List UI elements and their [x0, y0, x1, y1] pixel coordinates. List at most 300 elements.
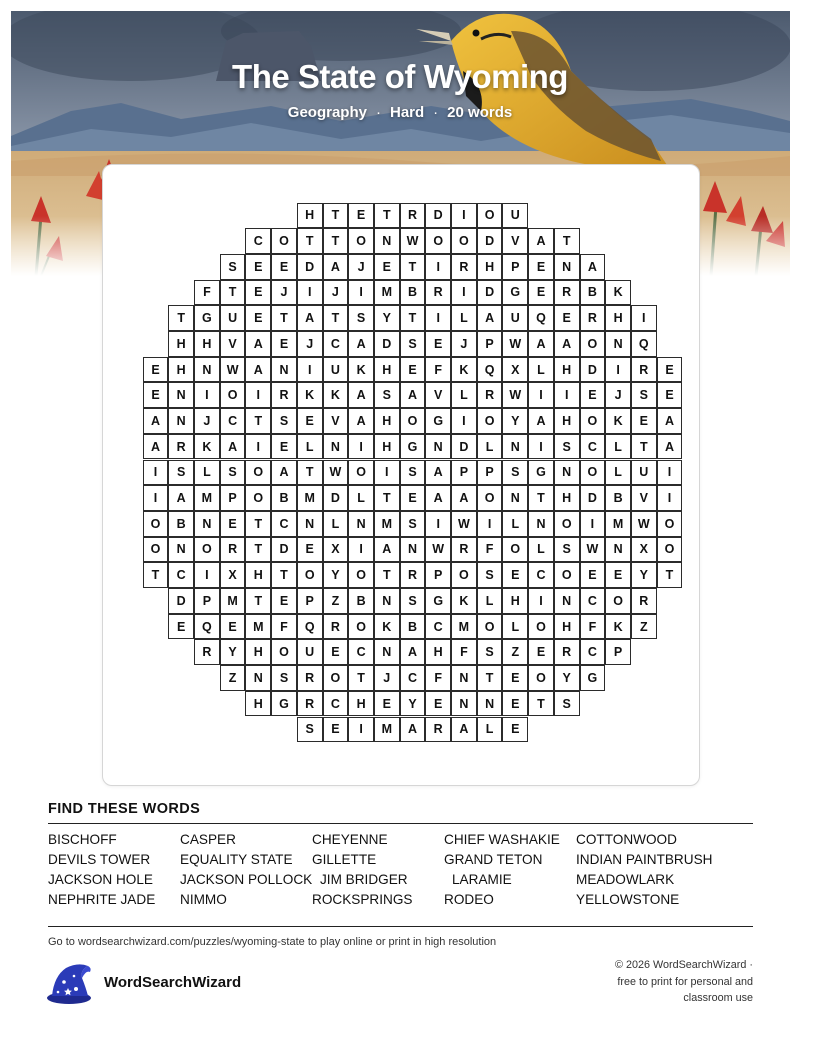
grid-cell[interactable]: Q: [528, 305, 554, 331]
grid-cell[interactable]: E: [400, 485, 426, 511]
grid-cell[interactable]: N: [245, 665, 271, 691]
grid-cell[interactable]: R: [220, 537, 246, 563]
grid-cell[interactable]: O: [400, 408, 426, 434]
grid-cell[interactable]: O: [348, 460, 374, 486]
grid-cell[interactable]: L: [605, 434, 631, 460]
grid-cell[interactable]: C: [425, 614, 451, 640]
grid-cell[interactable]: Y: [374, 305, 400, 331]
grid-cell[interactable]: T: [143, 562, 169, 588]
grid-cell[interactable]: E: [348, 203, 374, 229]
grid-cell[interactable]: G: [580, 665, 606, 691]
grid-cell[interactable]: E: [245, 254, 271, 280]
grid-cell[interactable]: E: [323, 639, 349, 665]
grid-cell[interactable]: A: [554, 331, 580, 357]
grid-cell[interactable]: N: [323, 434, 349, 460]
grid-cell[interactable]: S: [220, 254, 246, 280]
grid-cell[interactable]: F: [477, 537, 503, 563]
grid-cell[interactable]: N: [451, 665, 477, 691]
grid-cell[interactable]: L: [477, 434, 503, 460]
grid-cell[interactable]: O: [271, 228, 297, 254]
grid-cell[interactable]: E: [168, 614, 194, 640]
grid-cell[interactable]: T: [245, 511, 271, 537]
grid-cell[interactable]: D: [580, 485, 606, 511]
grid-cell[interactable]: C: [580, 639, 606, 665]
grid-cell[interactable]: I: [528, 434, 554, 460]
grid-cell[interactable]: W: [425, 537, 451, 563]
grid-cell[interactable]: T: [477, 665, 503, 691]
grid-cell[interactable]: X: [502, 357, 528, 383]
grid-cell[interactable]: M: [374, 511, 400, 537]
grid-cell[interactable]: J: [271, 280, 297, 306]
grid-cell[interactable]: M: [297, 485, 323, 511]
grid-cell[interactable]: G: [400, 434, 426, 460]
grid-cell[interactable]: R: [580, 305, 606, 331]
grid-cell[interactable]: S: [297, 717, 323, 743]
grid-cell[interactable]: W: [400, 228, 426, 254]
grid-cell[interactable]: A: [400, 382, 426, 408]
grid-cell[interactable]: T: [374, 485, 400, 511]
grid-cell[interactable]: Z: [502, 639, 528, 665]
grid-cell[interactable]: A: [657, 408, 683, 434]
grid-cell[interactable]: U: [631, 460, 657, 486]
grid-cell[interactable]: R: [477, 382, 503, 408]
grid-cell[interactable]: N: [374, 228, 400, 254]
grid-cell[interactable]: O: [245, 460, 271, 486]
grid-cell[interactable]: I: [451, 408, 477, 434]
grid-cell[interactable]: S: [348, 305, 374, 331]
grid-cell[interactable]: R: [297, 665, 323, 691]
grid-cell[interactable]: E: [297, 537, 323, 563]
grid-cell[interactable]: L: [323, 511, 349, 537]
grid-cell[interactable]: J: [451, 331, 477, 357]
grid-cell[interactable]: S: [271, 408, 297, 434]
grid-cell[interactable]: E: [528, 280, 554, 306]
grid-cell[interactable]: O: [580, 408, 606, 434]
grid-cell[interactable]: E: [271, 434, 297, 460]
grid-cell[interactable]: W: [323, 460, 349, 486]
grid-cell[interactable]: E: [605, 562, 631, 588]
grid-cell[interactable]: L: [297, 434, 323, 460]
grid-cell[interactable]: I: [348, 280, 374, 306]
grid-cell[interactable]: V: [631, 485, 657, 511]
grid-cell[interactable]: N: [477, 691, 503, 717]
grid-cell[interactable]: R: [400, 203, 426, 229]
grid-cell[interactable]: K: [297, 382, 323, 408]
grid-cell[interactable]: H: [374, 434, 400, 460]
grid-cell[interactable]: I: [348, 537, 374, 563]
grid-cell[interactable]: W: [451, 511, 477, 537]
grid-cell[interactable]: W: [220, 357, 246, 383]
grid-cell[interactable]: I: [605, 357, 631, 383]
grid-cell[interactable]: Q: [477, 357, 503, 383]
grid-cell[interactable]: L: [502, 614, 528, 640]
grid-cell[interactable]: W: [580, 537, 606, 563]
grid-cell[interactable]: H: [374, 357, 400, 383]
grid-cell[interactable]: H: [245, 691, 271, 717]
grid-cell[interactable]: C: [400, 665, 426, 691]
grid-cell[interactable]: R: [451, 254, 477, 280]
grid-cell[interactable]: L: [348, 485, 374, 511]
grid-cell[interactable]: P: [297, 588, 323, 614]
grid-cell[interactable]: E: [271, 331, 297, 357]
grid-cell[interactable]: O: [323, 665, 349, 691]
grid-cell[interactable]: S: [477, 639, 503, 665]
grid-cell[interactable]: H: [245, 639, 271, 665]
grid-cell[interactable]: A: [245, 357, 271, 383]
grid-cell[interactable]: D: [477, 228, 503, 254]
grid-cell[interactable]: S: [374, 382, 400, 408]
grid-cell[interactable]: A: [580, 254, 606, 280]
grid-cell[interactable]: O: [451, 228, 477, 254]
grid-cell[interactable]: V: [425, 382, 451, 408]
grid-cell[interactable]: M: [605, 511, 631, 537]
grid-cell[interactable]: G: [271, 691, 297, 717]
grid-cell[interactable]: L: [451, 382, 477, 408]
grid-cell[interactable]: G: [528, 460, 554, 486]
grid-cell[interactable]: O: [477, 203, 503, 229]
grid-cell[interactable]: I: [631, 305, 657, 331]
grid-cell[interactable]: R: [554, 639, 580, 665]
grid-cell[interactable]: I: [528, 588, 554, 614]
grid-cell[interactable]: O: [477, 485, 503, 511]
grid-cell[interactable]: Y: [554, 665, 580, 691]
grid-cell[interactable]: U: [502, 305, 528, 331]
grid-cell[interactable]: M: [220, 588, 246, 614]
grid-cell[interactable]: N: [271, 357, 297, 383]
grid-cell[interactable]: I: [194, 382, 220, 408]
grid-cell[interactable]: I: [425, 511, 451, 537]
grid-cell[interactable]: N: [168, 382, 194, 408]
grid-cell[interactable]: T: [554, 228, 580, 254]
grid-cell[interactable]: N: [400, 537, 426, 563]
grid-cell[interactable]: N: [194, 357, 220, 383]
grid-cell[interactable]: F: [271, 614, 297, 640]
grid-cell[interactable]: A: [220, 434, 246, 460]
grid-cell[interactable]: T: [297, 228, 323, 254]
grid-cell[interactable]: K: [605, 280, 631, 306]
grid-cell[interactable]: O: [194, 537, 220, 563]
grid-cell[interactable]: P: [194, 588, 220, 614]
grid-cell[interactable]: Y: [323, 562, 349, 588]
grid-cell[interactable]: P: [477, 460, 503, 486]
grid-cell[interactable]: A: [297, 305, 323, 331]
grid-cell[interactable]: I: [297, 357, 323, 383]
grid-cell[interactable]: X: [323, 537, 349, 563]
grid-cell[interactable]: C: [245, 228, 271, 254]
grid-cell[interactable]: F: [425, 665, 451, 691]
grid-cell[interactable]: I: [580, 511, 606, 537]
grid-cell[interactable]: S: [631, 382, 657, 408]
grid-cell[interactable]: J: [374, 665, 400, 691]
grid-cell[interactable]: T: [297, 460, 323, 486]
grid-cell[interactable]: A: [323, 254, 349, 280]
grid-cell[interactable]: A: [425, 460, 451, 486]
grid-cell[interactable]: D: [374, 331, 400, 357]
grid-cell[interactable]: C: [580, 588, 606, 614]
grid-cell[interactable]: T: [168, 305, 194, 331]
grid-cell[interactable]: O: [502, 537, 528, 563]
grid-cell[interactable]: H: [374, 408, 400, 434]
grid-cell[interactable]: D: [297, 254, 323, 280]
grid-cell[interactable]: U: [220, 305, 246, 331]
grid-cell[interactable]: R: [554, 280, 580, 306]
grid-cell[interactable]: A: [348, 331, 374, 357]
grid-cell[interactable]: N: [425, 434, 451, 460]
grid-cell[interactable]: J: [297, 331, 323, 357]
grid-cell[interactable]: Y: [220, 639, 246, 665]
grid-cell[interactable]: E: [425, 691, 451, 717]
grid-cell[interactable]: E: [220, 511, 246, 537]
grid-cell[interactable]: O: [477, 614, 503, 640]
grid-cell[interactable]: N: [297, 511, 323, 537]
grid-cell[interactable]: I: [657, 485, 683, 511]
grid-cell[interactable]: K: [348, 357, 374, 383]
grid-cell[interactable]: A: [400, 639, 426, 665]
grid-cell[interactable]: T: [657, 562, 683, 588]
grid-cell[interactable]: S: [400, 460, 426, 486]
grid-cell[interactable]: H: [245, 562, 271, 588]
grid-cell[interactable]: I: [297, 280, 323, 306]
grid-cell[interactable]: S: [554, 537, 580, 563]
grid-cell[interactable]: C: [528, 562, 554, 588]
grid-cell[interactable]: E: [271, 254, 297, 280]
grid-cell[interactable]: S: [220, 460, 246, 486]
grid-cell[interactable]: R: [451, 537, 477, 563]
grid-cell[interactable]: H: [554, 485, 580, 511]
grid-cell[interactable]: D: [271, 537, 297, 563]
grid-cell[interactable]: T: [323, 228, 349, 254]
grid-cell[interactable]: O: [451, 562, 477, 588]
grid-cell[interactable]: N: [605, 331, 631, 357]
grid-cell[interactable]: E: [374, 254, 400, 280]
grid-cell[interactable]: K: [323, 382, 349, 408]
grid-cell[interactable]: E: [502, 562, 528, 588]
grid-cell[interactable]: A: [528, 408, 554, 434]
grid-cell[interactable]: A: [657, 434, 683, 460]
grid-cell[interactable]: L: [477, 588, 503, 614]
grid-cell[interactable]: I: [451, 203, 477, 229]
grid-cell[interactable]: O: [554, 562, 580, 588]
grid-cell[interactable]: K: [605, 408, 631, 434]
grid-cell[interactable]: E: [554, 305, 580, 331]
grid-cell[interactable]: H: [554, 357, 580, 383]
grid-cell[interactable]: A: [348, 382, 374, 408]
grid-cell[interactable]: O: [477, 408, 503, 434]
grid-cell[interactable]: F: [425, 357, 451, 383]
grid-cell[interactable]: A: [168, 485, 194, 511]
grid-cell[interactable]: D: [580, 357, 606, 383]
grid-cell[interactable]: O: [348, 228, 374, 254]
grid-cell[interactable]: E: [323, 717, 349, 743]
grid-cell[interactable]: T: [245, 537, 271, 563]
grid-cell[interactable]: I: [245, 382, 271, 408]
grid-cell[interactable]: T: [245, 588, 271, 614]
grid-cell[interactable]: T: [400, 254, 426, 280]
grid-cell[interactable]: N: [554, 588, 580, 614]
grid-cell[interactable]: H: [194, 331, 220, 357]
grid-cell[interactable]: E: [502, 717, 528, 743]
grid-cell[interactable]: Y: [631, 562, 657, 588]
play-online-link[interactable]: Go to wordsearchwizard.com/puzzles/wyoming-state to play online or print in high resolution: [48, 936, 497, 948]
grid-cell[interactable]: N: [554, 460, 580, 486]
grid-cell[interactable]: E: [631, 408, 657, 434]
grid-cell[interactable]: T: [220, 280, 246, 306]
grid-cell[interactable]: B: [271, 485, 297, 511]
grid-cell[interactable]: T: [323, 203, 349, 229]
grid-cell[interactable]: D: [451, 434, 477, 460]
grid-cell[interactable]: T: [271, 305, 297, 331]
grid-cell[interactable]: F: [580, 614, 606, 640]
grid-cell[interactable]: D: [425, 203, 451, 229]
grid-cell[interactable]: R: [168, 434, 194, 460]
grid-cell[interactable]: H: [425, 639, 451, 665]
grid-cell[interactable]: L: [451, 305, 477, 331]
grid-cell[interactable]: M: [451, 614, 477, 640]
grid-cell[interactable]: S: [477, 562, 503, 588]
grid-cell[interactable]: E: [143, 357, 169, 383]
grid-cell[interactable]: M: [194, 485, 220, 511]
grid-cell[interactable]: E: [245, 305, 271, 331]
grid-cell[interactable]: I: [348, 717, 374, 743]
grid-cell[interactable]: E: [528, 639, 554, 665]
grid-cell[interactable]: K: [605, 614, 631, 640]
grid-cell[interactable]: I: [477, 511, 503, 537]
grid-cell[interactable]: E: [220, 614, 246, 640]
grid-cell[interactable]: C: [323, 331, 349, 357]
grid-cell[interactable]: Y: [400, 691, 426, 717]
grid-cell[interactable]: O: [580, 331, 606, 357]
grid-cell[interactable]: S: [502, 460, 528, 486]
grid-cell[interactable]: F: [451, 639, 477, 665]
grid-cell[interactable]: O: [425, 228, 451, 254]
grid-cell[interactable]: L: [528, 357, 554, 383]
grid-cell[interactable]: I: [245, 434, 271, 460]
grid-cell[interactable]: O: [528, 665, 554, 691]
grid-cell[interactable]: A: [143, 408, 169, 434]
grid-cell[interactable]: N: [451, 691, 477, 717]
grid-cell[interactable]: R: [631, 357, 657, 383]
grid-cell[interactable]: A: [271, 460, 297, 486]
grid-cell[interactable]: I: [194, 562, 220, 588]
grid-cell[interactable]: J: [605, 382, 631, 408]
grid-cell[interactable]: E: [528, 254, 554, 280]
grid-cell[interactable]: E: [271, 588, 297, 614]
grid-cell[interactable]: K: [194, 434, 220, 460]
grid-cell[interactable]: A: [451, 717, 477, 743]
grid-cell[interactable]: N: [194, 511, 220, 537]
grid-cell[interactable]: E: [400, 357, 426, 383]
grid-cell[interactable]: G: [425, 588, 451, 614]
grid-cell[interactable]: C: [220, 408, 246, 434]
grid-cell[interactable]: V: [323, 408, 349, 434]
grid-cell[interactable]: I: [348, 434, 374, 460]
grid-cell[interactable]: H: [502, 588, 528, 614]
grid-cell[interactable]: N: [348, 511, 374, 537]
grid-cell[interactable]: F: [194, 280, 220, 306]
grid-cell[interactable]: R: [425, 280, 451, 306]
grid-cell[interactable]: B: [400, 614, 426, 640]
grid-cell[interactable]: O: [297, 562, 323, 588]
grid-cell[interactable]: O: [245, 485, 271, 511]
grid-cell[interactable]: Q: [194, 614, 220, 640]
grid-cell[interactable]: R: [271, 382, 297, 408]
grid-cell[interactable]: E: [580, 382, 606, 408]
grid-cell[interactable]: A: [400, 717, 426, 743]
grid-cell[interactable]: O: [143, 537, 169, 563]
grid-cell[interactable]: O: [143, 511, 169, 537]
grid-cell[interactable]: C: [348, 639, 374, 665]
grid-cell[interactable]: K: [451, 588, 477, 614]
grid-cell[interactable]: E: [580, 562, 606, 588]
grid-cell[interactable]: T: [374, 562, 400, 588]
grid-cell[interactable]: T: [348, 665, 374, 691]
grid-cell[interactable]: I: [425, 254, 451, 280]
grid-cell[interactable]: O: [220, 382, 246, 408]
grid-cell[interactable]: P: [220, 485, 246, 511]
grid-cell[interactable]: P: [502, 254, 528, 280]
grid-cell[interactable]: A: [143, 434, 169, 460]
grid-cell[interactable]: S: [168, 460, 194, 486]
grid-cell[interactable]: T: [323, 305, 349, 331]
grid-cell[interactable]: O: [580, 460, 606, 486]
grid-cell[interactable]: R: [425, 717, 451, 743]
grid-cell[interactable]: O: [554, 511, 580, 537]
grid-cell[interactable]: E: [297, 408, 323, 434]
grid-cell[interactable]: A: [348, 408, 374, 434]
grid-cell[interactable]: R: [297, 691, 323, 717]
grid-cell[interactable]: R: [194, 639, 220, 665]
grid-cell[interactable]: A: [451, 485, 477, 511]
grid-cell[interactable]: H: [297, 203, 323, 229]
grid-cell[interactable]: S: [400, 588, 426, 614]
grid-cell[interactable]: N: [554, 254, 580, 280]
grid-cell[interactable]: W: [631, 511, 657, 537]
grid-cell[interactable]: W: [502, 331, 528, 357]
grid-cell[interactable]: L: [477, 717, 503, 743]
grid-cell[interactable]: R: [323, 614, 349, 640]
grid-cell[interactable]: U: [323, 357, 349, 383]
grid-cell[interactable]: M: [374, 280, 400, 306]
grid-cell[interactable]: E: [502, 691, 528, 717]
grid-cell[interactable]: S: [554, 691, 580, 717]
grid-cell[interactable]: A: [425, 485, 451, 511]
grid-cell[interactable]: E: [245, 280, 271, 306]
grid-cell[interactable]: A: [374, 537, 400, 563]
grid-cell[interactable]: Z: [631, 614, 657, 640]
grid-cell[interactable]: O: [605, 588, 631, 614]
grid-cell[interactable]: E: [657, 357, 683, 383]
grid-cell[interactable]: Z: [323, 588, 349, 614]
grid-cell[interactable]: P: [477, 331, 503, 357]
grid-cell[interactable]: O: [271, 639, 297, 665]
grid-cell[interactable]: B: [580, 280, 606, 306]
grid-cell[interactable]: H: [348, 691, 374, 717]
grid-cell[interactable]: T: [374, 203, 400, 229]
grid-cell[interactable]: V: [502, 228, 528, 254]
grid-cell[interactable]: N: [374, 588, 400, 614]
grid-cell[interactable]: E: [374, 691, 400, 717]
grid-cell[interactable]: O: [657, 511, 683, 537]
grid-cell[interactable]: T: [528, 691, 554, 717]
grid-cell[interactable]: W: [502, 382, 528, 408]
grid-cell[interactable]: X: [220, 562, 246, 588]
grid-cell[interactable]: N: [502, 434, 528, 460]
grid-cell[interactable]: B: [605, 485, 631, 511]
grid-cell[interactable]: J: [323, 280, 349, 306]
grid-cell[interactable]: R: [631, 588, 657, 614]
grid-cell[interactable]: G: [502, 280, 528, 306]
grid-cell[interactable]: N: [168, 408, 194, 434]
